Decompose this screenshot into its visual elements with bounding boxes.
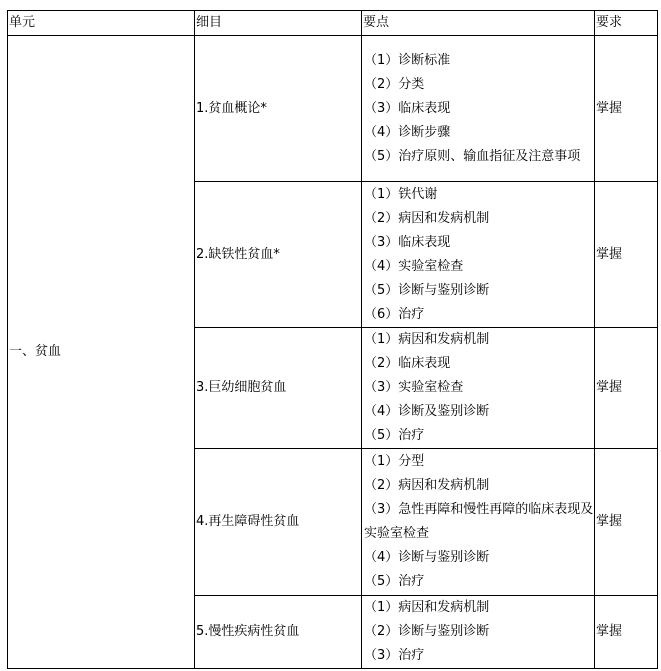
point-item: （5）治疗 — [364, 428, 425, 443]
header-item: 细目 — [195, 11, 362, 36]
item-cell: 1.贫血概论* — [195, 36, 362, 182]
points-cell — [362, 449, 595, 596]
item-cell: 5.慢性疾病性贫血 — [195, 596, 362, 669]
point-item: （3）临床表现 — [364, 100, 451, 116]
point-item: （3）实验室检查 — [364, 380, 464, 395]
point-item: （1）病因和发病机制 — [364, 600, 490, 615]
syllabus-table — [7, 10, 658, 669]
point-item: （5）诊断与鉴别诊断 — [364, 282, 490, 298]
point-item: （3）治疗 — [364, 648, 425, 663]
point-item: （3）临床表现 — [364, 234, 451, 250]
point-item: （5）治疗 — [364, 574, 425, 589]
point-item: （3）急性再障和慢性再障的临床表现及实验室检查 — [364, 502, 594, 541]
unit-cell: 一、贫血 — [8, 36, 195, 669]
item-cell: 2.缺铁性贫血* — [195, 182, 362, 328]
point-item: （4）诊断步骤 — [364, 124, 451, 140]
header-points: 要点 — [362, 11, 595, 36]
points-cell — [362, 328, 595, 449]
requirement-cell: 掌握 — [595, 36, 658, 182]
points-cell — [362, 36, 595, 182]
header-requirement: 要求 — [595, 11, 658, 36]
requirement-cell: 掌握 — [595, 328, 658, 449]
point-item: （2）分类 — [364, 76, 425, 92]
point-item: （1）诊断标准 — [364, 52, 451, 68]
point-item: （4）诊断与鉴别诊断 — [364, 550, 490, 565]
header-unit: 单元 — [8, 11, 195, 36]
points-cell — [362, 182, 595, 328]
points-cell — [362, 596, 595, 669]
point-item: （2）病因和发病机制 — [364, 478, 490, 493]
point-item: （2）诊断与鉴别诊断 — [364, 624, 490, 639]
point-item: （6）治疗 — [364, 306, 425, 322]
item-cell: 4.再生障碍性贫血 — [195, 449, 362, 596]
point-item: （1）病因和发病机制 — [364, 332, 490, 347]
point-item: （1）铁代谢 — [364, 186, 438, 202]
item-cell: 3.巨幼细胞贫血 — [195, 328, 362, 449]
point-item: （5）治疗原则、输血指征及注意事项 — [364, 148, 581, 164]
point-item: （2）临床表现 — [364, 356, 451, 371]
point-item: （1）分型 — [364, 454, 425, 469]
requirement-cell: 掌握 — [595, 596, 658, 669]
header-row — [8, 11, 658, 36]
point-item: （4）诊断及鉴别诊断 — [364, 404, 490, 419]
point-item: （4）实验室检查 — [364, 258, 464, 274]
point-item: （2）病因和发病机制 — [364, 210, 490, 226]
requirement-cell: 掌握 — [595, 182, 658, 328]
requirement-cell: 掌握 — [595, 449, 658, 596]
table-row — [8, 36, 658, 182]
